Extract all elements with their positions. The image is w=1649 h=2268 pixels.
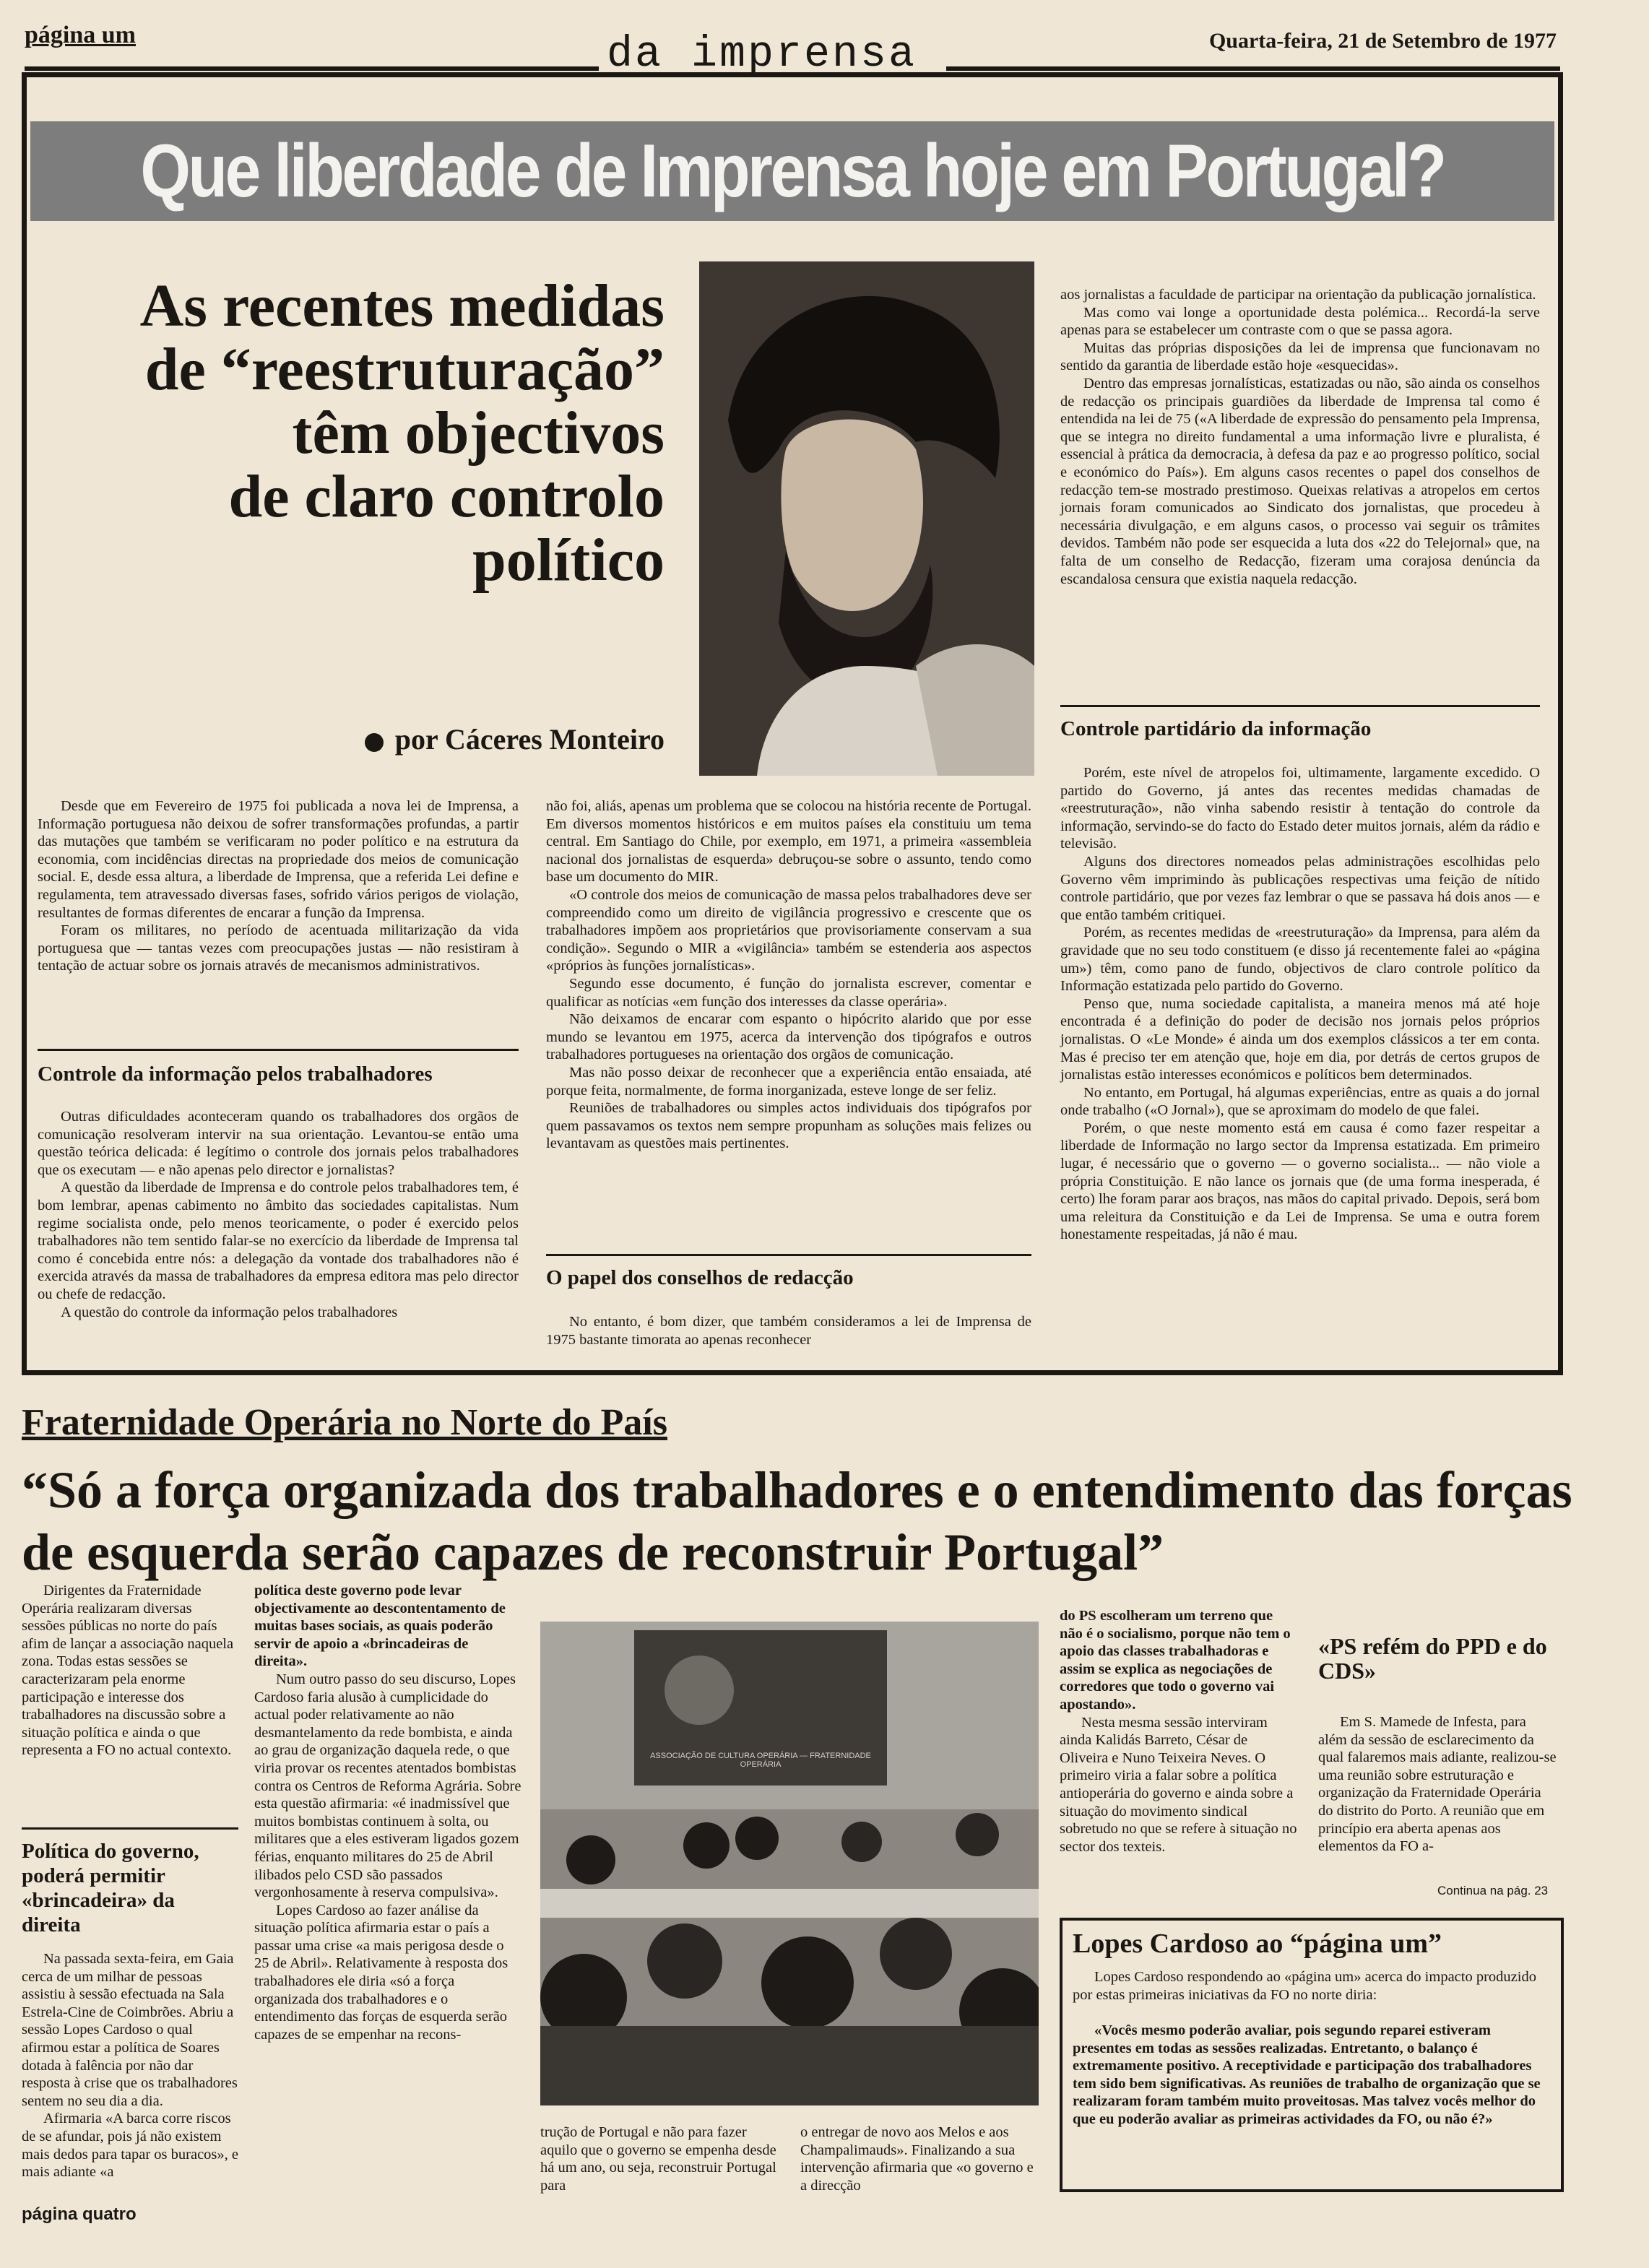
paragraph: Num outro passo do seu discurso, Lopes Cardoso faria alusão à cumplicidade do actual poder relativamente ao não desmantelamento da rede bombista, e ainda ao grau de organização daquela rede, o que viria provar os recentes atentados bombistas contra os Centros de Reforma Agrária. Sobre esta questão afirmaria: «é inadmissível que muitos bombistas continuem à solta, ou militares que a eles estiveram ligados gozem férias, enquanto militares do 25 de Abril ilibados pelo CSD são passados vergonhosamente à reserva compulsiva». <box>254 1671 521 1901</box>
bullet-icon <box>365 733 384 752</box>
paragraph: Mas não posso deixar de reconhecer que a experiência então ensaiada, até porque feita, normalmente, de forma inorganizada, esteve longe de ser feliz. <box>546 1064 1031 1099</box>
paragraph: Não deixamos de encarar com espanto o hipócrito alarido que por esse mundo se levantou em 1975, acerca da intervenção dos tipógrafos e outros trabalhadores portugueses na orientação dos orgãos de comunicação. <box>546 1011 1031 1063</box>
portrait-illustration <box>699 261 1034 776</box>
portrait-photo <box>699 261 1034 776</box>
article-headline <box>43 274 665 592</box>
photo-banner-text: ASSOCIAÇÃO DE CULTURA OPERÁRIA — FRATERNIDADE OPERÁRIA <box>650 1752 871 1769</box>
interview-box <box>1060 1918 1564 2192</box>
divider <box>546 1254 1031 1256</box>
paragraph: Mas como vai longe a oportunidade desta polémica... Recordá-la serve apenas para se estabelecer um contraste com o que se passa agora. <box>1060 304 1540 339</box>
paragraph: «O controle dos meios de comunicação de massa pelos trabalhadores deve ser compreendido como um direito de vigilância progressivo e crescente que os trabalhadores impõem aos proprietários que provisoriamente conservam a sua condição». Segundo o MIR a «vigilância» também se estenderia aos aspectos «próprios às funções jornalísticas». <box>546 886 1031 974</box>
byline <box>217 722 665 756</box>
subhead-controle-partidario: Controle partidário da informação <box>1060 717 1372 740</box>
paragraph: Porém, as recentes medidas de «reestruturação» da Imprensa, para além da gravidade que no seu todo constituem (e disso já recentemente falei ao «página um») têm, como pano de fundo, objectivos de claro controle político da Informação estatizada pelo partido do Governo. <box>1060 925 1540 995</box>
subhead-conselhos-redaccao: O papel dos conselhos de redacção <box>546 1266 854 1289</box>
meeting-illustration <box>540 1622 1039 2105</box>
byline-text: por Cáceres Monteiro <box>394 723 665 756</box>
article1-col1 <box>38 797 519 975</box>
article2-col5 <box>1060 1607 1298 1856</box>
subhead-ps-refem: «PS refém do PPD e do CDS» <box>1318 1633 1547 1684</box>
headline-line: político <box>472 527 665 594</box>
page-number: página quatro <box>22 2204 137 2224</box>
paragraph: A questão do controle da informação pelos trabalhadores <box>61 1304 398 1320</box>
headline-line: de “reestruturação” <box>144 336 665 403</box>
paragraph: Dirigentes da Fraternidade Operária realizaram diversas sessões públicas no norte do país afim de lançar a associação naquela zona. Todas estas sessões se caracterizaram pela enorme participação e interesse dos trabalhadores na discussão sobre a situação política e ainda o que representa a FO no actual contexto. <box>22 1583 234 1759</box>
sidebox-intro: Lopes Cardoso respondendo ao «página um» acerca do impacto produzido por estas primeiras iniciativas da FO no norte diria: <box>1073 1969 1536 2003</box>
paragraph: Porém, este nível de atropelos foi, ultimamente, largamente excedido. O partido do Governo, já antes das recentes medidas chamadas de «reestruturação», não vinha sabendo resistir à tentação do controle da informação, servindo-se do facto do Estado deter muitos jornais, além da rádio e televisão. <box>1060 765 1540 852</box>
paragraph: política deste governo pode levar objectivamente ao descontentamento de muitas bases sociais, as quais poderão servir de apoio a «brincadeiras de direita». <box>254 1583 506 1670</box>
sidebox-quote: «Vocês mesmo poderão avaliar, pois segundo reparei estiveram presentes em todas as sessões realizadas. Entretanto, o balanço é extremamente positivo. A receptividade e participação dos trabalhadores tem sido bem significativas. As reuniões de trabalho de organização que se realizaram foram também muito proveitosas. Mas talvez vocês melhor do que eu poderão avaliar as primeiras actividades da FO, ou não é?» <box>1073 2022 1541 2127</box>
paragraph: aos jornalistas a faculdade de participar na orientação da publicação jornalística. <box>1060 287 1536 303</box>
sidebox-title: Lopes Cardoso ao “página um” <box>1073 1929 1442 1959</box>
masthead-rule-right <box>946 66 1560 71</box>
banner-title: Que liberdade de Imprensa hoje em Portugal? <box>140 129 1445 213</box>
paragraph: Segundo esse documento, é função do jornalista escrever, comentar e qualificar as notícias «em função dos interesses da classe operária». <box>546 975 1031 1010</box>
article2-col1 <box>22 1582 238 1760</box>
paragraph: Penso que, numa sociedade capitalista, a maneira menos má até hoje encontrada é a definição do poder de decisão nos jornais pelos próprios jornalistas. O «Le Monde» é ainda um dos exemplos clássicos a ter em conta. Mas é preciso ter em atenção que, hoje em dia, por detrás de certos grupos de jornalistas estão interesses económicos e políticos bem determinados. <box>1060 995 1540 1083</box>
article1-col2 <box>546 797 1031 1153</box>
masthead-rule-left <box>25 66 599 71</box>
paragraph: Afirmaria «A barca corre riscos de se afundar, pois já não existem mais dedos para tapar os buracos», e mais adiante «a <box>22 2111 238 2181</box>
paragraph: Foram os militares, no período de acentuada militarização da vida portuguesa que — tantas vezes com preocupações justas — não resistiram à tentação de actuar sobre os jornais através de mecanismos administrativos. <box>38 922 519 974</box>
subhead-politica-governo: Política do governo, poderá permitir «brincadeira» da direita <box>22 1840 199 1936</box>
divider <box>22 1827 238 1830</box>
subhead-controle-trabalhadores: Controle da informação pelos trabalhadores <box>38 1062 433 1086</box>
paragraph: Nesta mesma sessão interviram ainda Kalidás Barreto, César de Oliveira e Nuno Teixeira Neves. O primeiro viria a falar sobre a política antioperária do governo e ainda sobre a situação do movimento sindical sobretudo no que se refere à situação no sector dos texteis. <box>1060 1714 1297 1855</box>
article1-col1b <box>38 1108 519 1321</box>
section-title: da imprensa <box>607 30 917 79</box>
paragraph: Dentro das empresas jornalísticas, estatizadas ou não, são ainda os conselhos de redacção os principais guardiões da liberdade de Imprensa tal como é entendida na lei de 75 («A liberdade de expressão do pensamento pela Imprensa, que se integra no direito fundamental a uma informação livre e pluralista, é essencial à prática da democracia, à defesa da paz e ao progresso político, social e económico do País»). Em alguns casos recentes o papel dos conselhos de redacção tem-se mostrado prestimoso. Queixas relativas a atropelos em certos jornais foram comunicados ao Sindicato dos jornalistas, que procedeu à necessária divulgação, e em alguns casos, o processo vai seguir os trâmites devidos. Também não pode ser esquecida a luta dos «22 do Telejornal» que, na falta de um conselho de Redacção, fizeram uma corajosa denúncia da escandalosa censura que existia naquela redacção. <box>1060 375 1540 587</box>
article2-col1b <box>22 1950 238 2181</box>
paragraph: do PS escolheram um terreno que não é o socialismo, porque não tem o apoio das classes trabalhadoras e assim se explica as negociações de corredores que todo o governo vai apostando». <box>1060 1608 1291 1713</box>
issue-date: Quarta-feira, 21 de Setembro de 1977 <box>1208 29 1557 53</box>
article2-col6 <box>1318 1713 1557 1856</box>
paragraph: A questão da liberdade de Imprensa e do controle pelos trabalhadores tem, é bom lembrar, apenas cabimento no âmbito das sociedades capitalistas. Num regime socialista onde, pelo menos teoricamente, o poder é exercido pelos trabalhadores não tem sentido falar-se no exercício da liberdade de Imprensa tal como é concebida entre nós: a delegação da vontade dos trabalhadores não é exercida através da massa de trabalhadores da empresa editora mas pelo director ou chefe de redacção. <box>38 1180 519 1302</box>
paragraph: Desde que em Fevereiro de 1975 foi publicada a nova lei de Imprensa, a Informação portuguesa não deixou de sofrer transformações profundas, a partir das mutações que também se verificaram no poder político e na estrutura da economia, com incidências directas na propriedade dos meios de comunicação social. E, desde essa altura, a liberdade de Imprensa, que a referida Lei define e regulamenta, tem atravessado diversas fases, sofrido vários perigos de violação, resultantes de formas diferentes de encarar a função da Imprensa. <box>38 798 519 921</box>
paragraph: Em S. Mamede de Infesta, para além da sessão de esclarecimento da qual falaremos mais adiante, realizou-se uma reunião sobre estruturação e organização da Fraternidade Operária do distrito do Porto. A reunião que em princípio era aberta apenas aos elementos da FO a- <box>1318 1714 1557 1855</box>
paragraph: Alguns dos directores nomeados pelas administrações escolhidas pelo Governo vêm imprimindo às publicações respectivas uma feição de nítido controle partidário, que por vezes faz lembrar o que se passava há dois anos — e que então também critiquei. <box>1060 853 1540 923</box>
headline-line: têm objectivos <box>292 399 665 467</box>
paragraph: Reuniões de trabalhadores ou simples actos individuais dos tipógrafos por quem passavamos os textos nem sempre propunham as soluções mais felizes ou levantavam as questões mais pertinentes. <box>546 1100 1031 1152</box>
divider <box>38 1049 519 1051</box>
paragraph: Na passada sexta-feira, em Gaia cerca de um milhar de pessoas assistiu à sessão efectuada na Sala Estrela-Cine de Coimbrões. Abriu a sessão Lopes Cardoso o qual afirmou estar a política de Soares dotada à falência por não dar resposta à crise que os trabalhadores sentem no seu dia a dia. <box>22 1951 238 2109</box>
article2-headline: “Só a força organizada dos trabalhadores e o entendimento das forças de esquerda serão capazes de reconstruir Portugal” <box>22 1461 1572 1581</box>
paragraph: Lopes Cardoso ao fazer análise da situação política afirmaria estar o país a passar uma crise «a mais perigosa desde o 25 de Abril». Relativamente à resposta dos trabalhadores ele diria «só a força organizada dos trabalhadores e o entendimento das forças de esquerda serão capazes de se empenhar na recons- <box>254 1902 508 2043</box>
article1-col3b <box>1060 764 1540 1244</box>
article2-col4-below: o entregar de novo aos Melos e aos Champalimauds». Finalizando a sua intervenção afirmaria que «o governo e a direcção <box>800 2124 1034 2194</box>
article2-col3-below: trução de Portugal e não para fazer aquilo que o governo se empenha desde há um ano, ou seja, reconstruir Portugal para <box>540 2124 776 2194</box>
article1-col3 <box>1060 286 1540 588</box>
article2-kicker: Fraternidade Operária no Norte do País <box>22 1402 667 1443</box>
paragraph: Outras dificuldades aconteceram quando os trabalhadores dos orgãos de comunicação resolveram intervir na sua orientação. Levantou-se então uma questão teórica delicada: é legítimo o controle dos jornais pelos trabalhadores que os executam — e não apenas pelo director e jornalistas? <box>38 1109 519 1178</box>
divider <box>1060 705 1540 707</box>
paper-name: página um <box>25 22 136 48</box>
continue-note: Continua na pág. 23 <box>1437 1884 1549 1897</box>
headline-line: As recentes medidas <box>139 272 665 339</box>
article1-col2b <box>546 1313 1031 1349</box>
article2-col2 <box>254 1582 521 2043</box>
paragraph: Muitas das próprias disposições da lei de imprensa que funcionavam no sentido da garantia de liberdade estão hoje «esquecidas». <box>1060 339 1540 374</box>
paragraph: No entanto, é bom dizer, que também consideramos a lei de Imprensa de 1975 bastante timorata ao apenas reconhecer <box>546 1314 1031 1348</box>
paragraph: não foi, aliás, apenas um problema que se colocou na história recente de Portugal. Em diversos momentos históricos e em muitos países ela constituiu um tema central. Em Santiago do Chile, por exemplo, em 1971, a primeira «assembleia nacional dos jornalistas de esquerda» debruçou-se sobre o assunto, tendo como base um documento do MIR. <box>546 798 1031 886</box>
paragraph: No entanto, em Portugal, há algumas experiências, entre as quais a do jornal onde trabalho («O Jornal»), que se aproximam do modelo de que falei. <box>1060 1084 1540 1119</box>
meeting-photo <box>540 1622 1039 2105</box>
headline-line: de claro controlo <box>228 463 665 530</box>
paragraph: Porém, o que neste momento está em causa é como fazer respeitar a liberdade de Informação no largo sector da Imprensa estatizada. Em primeiro lugar, é necessário que o governo — o governo socialista... — não viole a própria Constituição. E não lance os jornais que (de uma forma inesperada, é certo) lhe foram parar aos braços, nas mãos do capital privado. Depois, será bom uma releitura da Constituição e da Lei de Imprensa. Se uma e outra forem honestamente respeitadas, já não é mau. <box>1060 1120 1540 1243</box>
